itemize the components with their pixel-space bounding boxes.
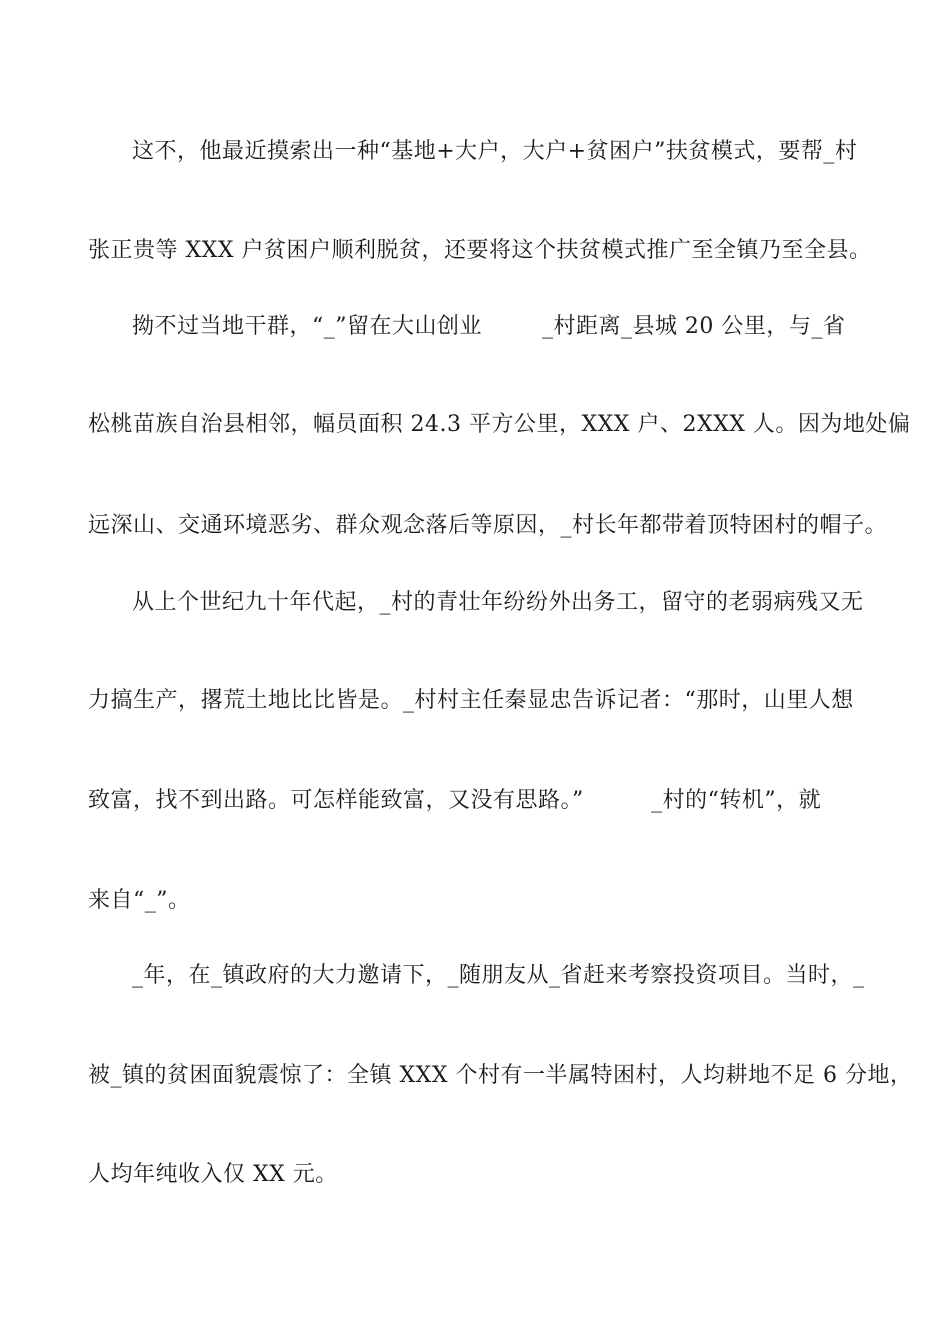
paragraph-4-line-2: 被_镇的贫困面貌震惊了：全镇 XXX 个村有一半属特困村，人均耕地不足 6 分地， xyxy=(88,1063,913,1088)
paragraph-3-line-1: 从上个世纪九十年代起，_村的青壮年纷纷外出务工，留守的老弱病残又无 xyxy=(132,590,864,615)
paragraph-2-line-1: 拗不过当地干群，“_”留在大山创业 _村距离_县城 20 公里，与_省 xyxy=(132,314,846,339)
paragraph-1-line-2: 张正贵等 XXX 户贫困户顺利脱贫，还要将这个扶贫模式推广至全镇乃至全县。 xyxy=(88,238,872,263)
paragraph-3-line-4: 来自“_”。 xyxy=(88,888,191,913)
paragraph-4-line-3: 人均年纯收入仅 XX 元。 xyxy=(88,1162,338,1187)
paragraph-2-line-3: 远深山、交通环境恶劣、群众观念落后等原因，_村长年都带着顶特困村的帽子。 xyxy=(88,513,888,538)
paragraph-1-line-1: 这不，他最近摸索出一种“基地+大户，大户+贫困户”扶贫模式，要帮_村 xyxy=(132,139,858,164)
paragraph-2-line-2: 松桃苗族自治县相邻，幅员面积 24.3 平方公里，XXX 户、2XXX 人。因为地处偏 xyxy=(88,412,911,437)
paragraph-4-line-1: _年，在_镇政府的大力邀请下，_随朋友从_省赶来考察投资项目。当时，_ xyxy=(132,963,865,988)
paragraph-3-line-2: 力搞生产，撂荒土地比比皆是。_村村主任秦显忠告诉记者：“那时，山里人想 xyxy=(88,688,854,713)
paragraph-3-line-3: 致富，找不到出路。可怎样能致富，又没有思路。” _村的“转机”，就 xyxy=(88,788,822,813)
